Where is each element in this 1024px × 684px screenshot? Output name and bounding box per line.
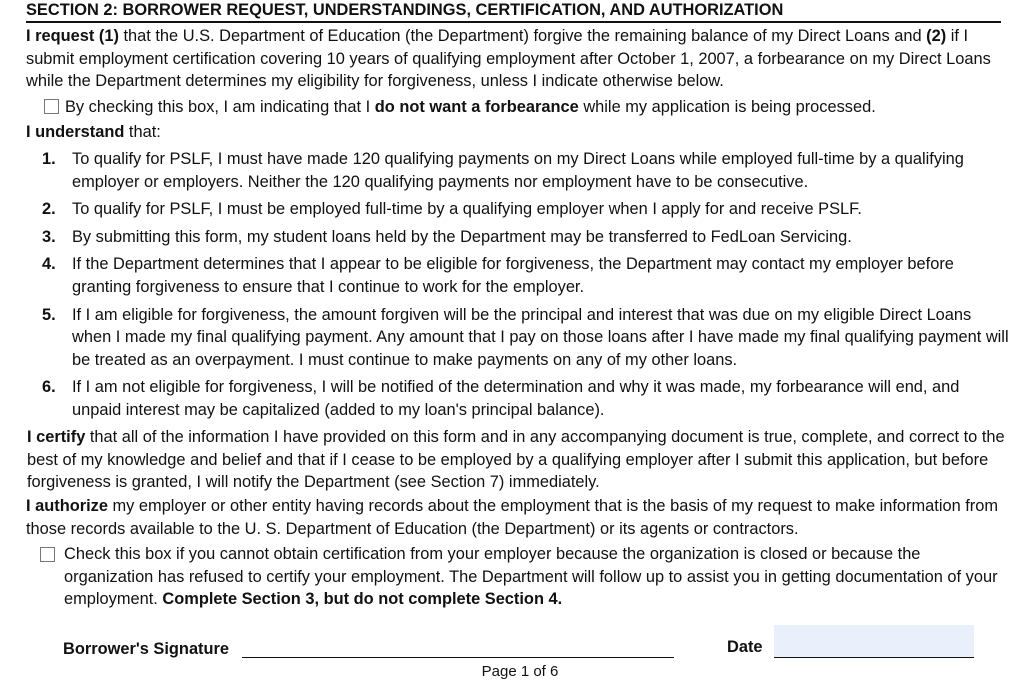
request-paragraph xyxy=(26,25,1011,93)
certify-text: that all of the information I have provided on this form and in any accompanying document is true, complete, and correct to the best of my knowledge and belief and that if I cease to be employed by a qualifying employer after I submit this application, but before forgiveness is granted, I will notify the Department (see Section 7) immediately. xyxy=(27,428,1005,492)
list-item xyxy=(26,198,1011,221)
list-item-text: If I am eligible for forgiveness, the amount forgiven will be the principal and interest that was due on my eligible Direct Loans when I made my final qualifying payment. Any amount that I pay on those loans after I have made my final qualifying payment will be treated as an overpayment. I must continue to make payments on any of my other loans. xyxy=(72,305,1009,369)
list-item xyxy=(26,148,1011,193)
section-title: SECTION 2: BORROWER REQUEST, UNDERSTANDINGS, CERTIFICATION, AND AUTHORIZATION xyxy=(26,0,1001,23)
understand-heading xyxy=(26,121,1011,144)
closed-employer-checkbox[interactable] xyxy=(40,547,55,562)
understand-lead: I understand xyxy=(26,123,125,141)
forbearance-checkbox[interactable] xyxy=(44,99,59,114)
certify-paragraph xyxy=(27,426,1012,494)
closed-employer-text-wrap xyxy=(40,543,1006,611)
date-label: Date xyxy=(727,638,763,656)
list-item-number: 1. xyxy=(42,150,56,168)
request-text-1: that the U.S. Department of Education (the Department) forgive the remaining balance of my Direct Loans and xyxy=(118,27,927,45)
list-item-number: 6. xyxy=(42,378,56,397)
list-item-number: 4. xyxy=(42,255,56,274)
page-number: Page 1 of 6 xyxy=(481,663,559,680)
authorize-lead: I authorize xyxy=(26,497,108,515)
closed-employer-text: Check this box if you cannot obtain certification from your employer because the organization is closed or because the organization has refused to certify your employment. The Department will follow up to assist you in getting documentation of your employment. xyxy=(64,545,998,609)
closed-employer-text-bold: Complete Section 3, but do not complete Section 4. xyxy=(162,590,563,609)
forbearance-checkbox-row xyxy=(44,96,1004,119)
understanding-list xyxy=(26,148,1011,427)
list-item xyxy=(26,304,1011,372)
request-marker-2: (2) xyxy=(926,27,947,45)
authorize-paragraph xyxy=(26,495,1011,540)
request-marker-1: (1) xyxy=(94,27,119,45)
understand-after: that: xyxy=(124,123,161,141)
date-field[interactable] xyxy=(774,625,974,658)
list-item xyxy=(26,226,1011,249)
list-item-number: 5. xyxy=(42,305,56,324)
list-item-text: To qualify for PSLF, I must be employed full-time by a qualifying employer when I apply for and receive PSLF. xyxy=(72,200,862,219)
authorize-text: my employer or other entity having records about the employment that is the basis of my request to make information from those records available to the U. S. Department of Education (the Department) or its agents or contractors. xyxy=(26,497,999,538)
certify-lead: I certify xyxy=(27,428,86,446)
forbearance-text-before: By checking this box, I am indicating that I xyxy=(65,98,375,116)
list-item-number: 2. xyxy=(42,200,56,219)
list-item-text: If I am not eligible for forgiveness, I will be notified of the determination and why it was made, my forbearance will end, and unpaid interest may be capitalized (added to my loan's principal balance). xyxy=(72,378,960,419)
closed-employer-checkbox-row xyxy=(40,543,1006,611)
list-item xyxy=(26,376,1011,421)
signature-field[interactable] xyxy=(242,657,674,658)
list-item xyxy=(26,253,1011,298)
list-item-text: If the Department determines that I appear to be eligible for forgiveness, the Department may contact my employer before granting forgiveness to ensure that I continue to work for the employer. xyxy=(72,255,954,296)
signature-label: Borrower's Signature xyxy=(63,640,230,658)
request-lead: I request xyxy=(26,27,95,45)
request-text-2: if I submit employment certification covering 10 years of qualifying employment after October 1, 2007, a forbearance on my Direct Loans while the Department determines my eligibility for forgiveness, unless I indicate otherwise below. xyxy=(26,27,991,91)
forbearance-text-after: while my application is being processed. xyxy=(578,98,876,116)
list-item-text: To qualify for PSLF, I must have made 120 qualifying payments on my Direct Loans while employed full-time by a qualifying employer or employers. Neither the 120 qualifying payments nor employment have to be consecutive. xyxy=(72,150,964,191)
list-item-text: By submitting this form, my student loans held by the Department may be transferred to FedLoan Servicing. xyxy=(72,227,852,246)
forbearance-text-bold: do not want a forbearance xyxy=(374,98,579,116)
list-item-number: 3. xyxy=(42,227,56,246)
